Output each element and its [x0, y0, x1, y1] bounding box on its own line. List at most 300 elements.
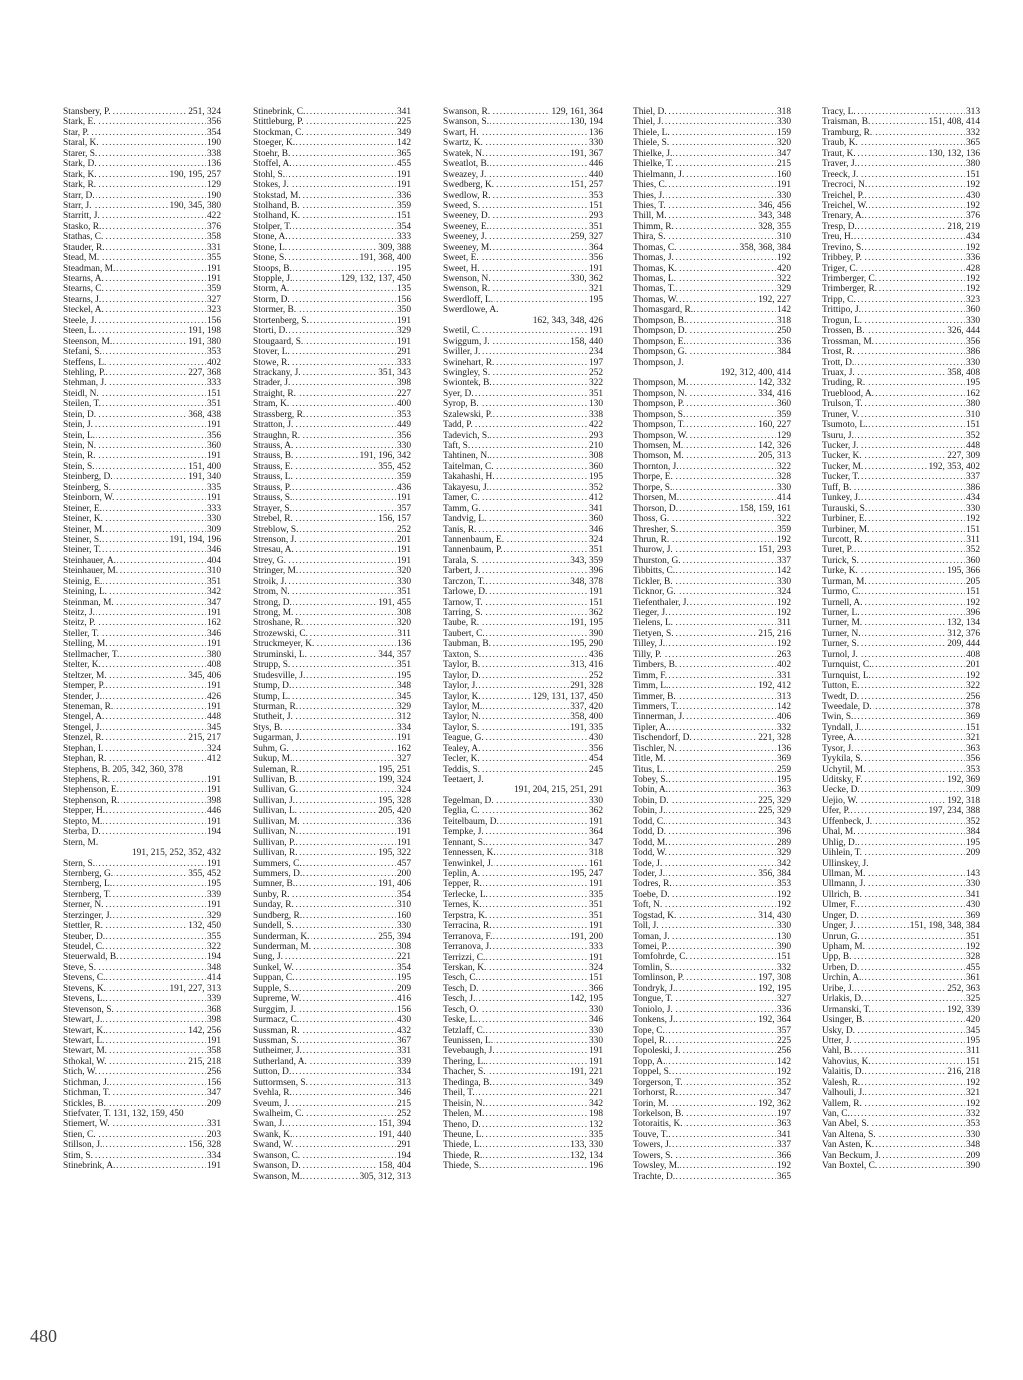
entry-name: Sterzinger, J. [63, 910, 112, 921]
entry-name: Taylor, D. [443, 670, 481, 681]
entry-name: Stopple, J. [253, 274, 293, 284]
entry-pages: 199, 324 [378, 775, 411, 785]
entry-name: Struminski, L. [253, 649, 307, 660]
entry-name: Vallem, R. [822, 1098, 862, 1109]
index-entry [443, 149, 603, 159]
entry-pages: 191 [396, 169, 411, 180]
index-entry [822, 671, 980, 681]
index-entry [822, 1161, 980, 1171]
index-entry [443, 253, 603, 263]
index-entry [633, 1078, 791, 1088]
entry-pages: 191 [206, 858, 221, 869]
entry-pages: 360 [588, 461, 603, 472]
entry-name: Stone, S. [253, 253, 287, 264]
entry-pages: 365 [965, 138, 980, 149]
index-entry [822, 253, 980, 263]
entry-pages: 194 [396, 1150, 411, 1161]
index-entry [822, 608, 980, 618]
entry-name: Thill, M. [633, 211, 667, 222]
entry-pages: 323 [206, 305, 221, 316]
index-entry [822, 1015, 980, 1025]
entry-name: Toebe, D. [633, 889, 670, 900]
entry-pages: 162 [396, 743, 411, 754]
entry-name: Uecke, D. [822, 785, 860, 796]
index-entry [63, 650, 221, 660]
index-entry [443, 201, 603, 211]
entry-name: Uditsky, F. [822, 775, 863, 785]
entry-pages: 354 [396, 889, 411, 900]
entry-name: Thomsen, M. [633, 441, 684, 452]
entry-pages: 218, 219 [947, 221, 980, 232]
entry-pages: 322 [776, 514, 791, 525]
entry-name: Stein, S. [63, 461, 95, 472]
index-entry [822, 431, 980, 441]
entry-name: Trevino, S. [822, 242, 864, 253]
index-entry [63, 681, 221, 691]
entry-name: Stellmacher, T. [63, 649, 120, 660]
index-entry [443, 274, 603, 284]
entry-pages: 396 [588, 566, 603, 577]
entry-name: Supple, S. [253, 983, 292, 994]
entry-pages: 329 [396, 326, 411, 337]
index-entry [633, 963, 791, 973]
index-entry [253, 1057, 411, 1067]
entry-pages: 351 [206, 399, 221, 410]
entry-name: Towers, J. [633, 1140, 672, 1151]
entry-pages: 256 [776, 1046, 791, 1057]
entry-name: Tobin, J. [633, 806, 666, 817]
index-entry [63, 994, 221, 1004]
index-entry [443, 973, 603, 983]
entry-name: Utter, J. [822, 1035, 852, 1046]
entry-name: Steve, S. [63, 962, 97, 973]
entry-pages: 329 [776, 848, 791, 859]
entry-pages: 191 [206, 900, 221, 911]
entry-name: Sunby, R. [253, 889, 290, 900]
index-entry [253, 618, 411, 628]
index-entry [253, 514, 411, 524]
entry-pages: 151, 394 [378, 1119, 411, 1130]
entry-name: Stichman, J. [63, 1077, 110, 1088]
entry-name: Vahl, B. [822, 1046, 853, 1057]
entry-pages: 412 [206, 754, 221, 765]
entry-pages: 160, 227 [758, 420, 791, 431]
entry-pages: 336 [396, 190, 411, 201]
index-entry [633, 702, 791, 712]
entry-name: Steen, L. [63, 326, 97, 337]
index-entry [822, 420, 980, 430]
entry-name: Tandvig, L. [443, 514, 487, 525]
index-entry [253, 827, 411, 837]
entry-pages: 330 [396, 921, 411, 932]
entry-pages: 313, 416 [570, 660, 603, 671]
entry-pages: 330 [206, 514, 221, 525]
entry-pages: 420 [965, 1015, 980, 1026]
entry-name: Thiede, R. [443, 1150, 483, 1161]
index-entry [443, 378, 603, 388]
entry-pages: 331 [776, 670, 791, 681]
entry-pages: 142 [776, 566, 791, 577]
index-entry [443, 191, 603, 201]
entry-pages: 289 [776, 837, 791, 848]
index-entry [822, 639, 980, 649]
index-entry [633, 420, 791, 430]
entry-pages: 330 [588, 1025, 603, 1036]
index-entry [633, 378, 791, 388]
index-entry [443, 441, 603, 451]
entry-name: Van, C. [822, 1109, 850, 1119]
entry-pages: 197, 234, 388 [928, 806, 980, 817]
index-entry [822, 838, 980, 848]
entry-pages: 205 [965, 576, 980, 587]
index-entry [63, 1015, 221, 1025]
entry-pages: 195 [396, 263, 411, 274]
entry-pages: 454 [588, 754, 603, 765]
entry-pages: 351 [588, 388, 603, 399]
entry-pages: 215, 218 [188, 1056, 221, 1067]
entry-name: Tietyen, S. [633, 628, 674, 639]
entry-name: Towsley, M. [633, 1161, 680, 1172]
index-entry [253, 441, 411, 451]
entry-pages: 339 [206, 994, 221, 1005]
index-entry [822, 973, 980, 983]
entry-name: Stengel, A. [63, 712, 105, 723]
entry-pages: 192 [776, 889, 791, 900]
entry-pages: 195, 251 [378, 764, 411, 775]
index-entry [633, 305, 791, 315]
entry-name: Surggim, J. [253, 1004, 296, 1015]
entry-pages: 210 [588, 441, 603, 452]
entry-pages: 355, 452 [188, 868, 221, 879]
entry-pages: 252, 363 [947, 983, 980, 994]
entry-name: Steinberg, D. [63, 472, 113, 483]
entry-name: Swiontek, B. [443, 378, 492, 389]
entry-pages: 291 [396, 347, 411, 358]
entry-name: Thedinga, B. [443, 1077, 492, 1088]
index-entry [63, 796, 221, 806]
entry-pages: 322 [206, 942, 221, 953]
index-entry [633, 493, 791, 503]
entry-name: Star, P. [63, 127, 89, 138]
entry-pages: 436 [588, 649, 603, 660]
entry-pages: 351 [396, 660, 411, 671]
index-entry [633, 211, 791, 221]
entry-name: Stockman, C. [253, 127, 304, 138]
entry-pages: 440 [588, 169, 603, 180]
index-entry [253, 378, 411, 388]
entry-name: Sussman, R. [253, 1025, 300, 1036]
entry-pages: 359 [396, 200, 411, 211]
entry-pages: 195 [396, 973, 411, 984]
entry-pages: 209 [206, 1098, 221, 1109]
entry-pages: 330 [588, 1036, 603, 1046]
index-entry [822, 504, 980, 514]
entry-name: Uhlig, D. [822, 837, 858, 848]
entry-pages: 432 [396, 1025, 411, 1036]
entry-pages: 195, 322 [378, 848, 411, 859]
entry-name: Traver, J. [822, 159, 857, 170]
index-entry [443, 514, 603, 524]
entry-pages: 142 [776, 1056, 791, 1067]
entry-name: Taitelman, C. [443, 461, 494, 472]
entry-pages: 322 [965, 681, 980, 692]
index-entry [443, 451, 603, 461]
entry-pages: 191 [206, 681, 221, 692]
entry-pages: 191 [206, 816, 221, 827]
entry-pages: 358 [206, 232, 221, 243]
entry-name: Truding, R. [822, 378, 866, 389]
entry-pages: 346, 456 [758, 200, 791, 211]
index-entry [253, 128, 411, 138]
entry-pages: 132 [588, 1119, 603, 1130]
index-entry [443, 817, 603, 827]
entry-name: Van Altena, S. [822, 1129, 876, 1140]
index-entry [822, 629, 980, 639]
entry-pages: 190, 345, 380 [169, 200, 221, 211]
index-entry [443, 953, 603, 963]
entry-name: Steinberg, S. [63, 482, 112, 493]
entry-name: Streblow, S. [253, 524, 299, 535]
entry-pages: 191 [396, 837, 411, 848]
index-entry [63, 1005, 221, 1015]
index-entry [633, 1036, 791, 1046]
entry-pages: 142 [396, 138, 411, 149]
entry-name: Sveum, J. [253, 1098, 290, 1109]
index-entry [63, 211, 221, 221]
entry-pages: 192 [965, 242, 980, 253]
entry-name: Todd, M. [633, 837, 668, 848]
entry-name: Svehla, R. [253, 1088, 292, 1099]
entry-pages: 390 [588, 628, 603, 639]
index-entry [822, 1140, 980, 1150]
entry-name: Stern, S. [63, 858, 96, 869]
entry-pages: 151 [588, 597, 603, 608]
entry-name: Stickles, B. [63, 1098, 106, 1109]
index-entry [253, 681, 411, 691]
index-entry [443, 1099, 603, 1109]
entry-name: Ulmer, F. [822, 900, 858, 911]
entry-pages: 354 [206, 127, 221, 138]
index-column-2 [253, 107, 411, 1182]
entry-pages: 356, 384 [758, 868, 791, 879]
entry-pages: 192, 318 [947, 795, 980, 806]
index-entry [443, 921, 603, 931]
index-entry [822, 587, 980, 597]
index-entry [443, 337, 603, 347]
index-entry [822, 1057, 980, 1067]
entry-pages: 436 [396, 482, 411, 493]
entry-name: Stepper, H. [63, 806, 106, 817]
index-entry [822, 462, 980, 472]
entry-pages: 191 [206, 451, 221, 462]
entry-name: Togstad, K. [633, 910, 677, 921]
index-entry [63, 159, 221, 169]
entry-pages: 363 [776, 1119, 791, 1130]
entry-pages: 309, 388 [378, 242, 411, 253]
index-entry [253, 952, 411, 962]
entry-pages: 162, 343, 348, 426 [532, 315, 603, 326]
entry-name: Trogun, L. [822, 315, 863, 326]
entry-name: Thorpe, E. [633, 472, 673, 483]
entry-name: Ufer, P. [822, 806, 851, 817]
entry-name: Tucker, M. [822, 461, 864, 472]
entry-name: Sweeney, M. [443, 242, 492, 253]
entry-pages: 341 [965, 889, 980, 900]
entry-name: Thira, S. [633, 232, 666, 243]
entry-pages: 250 [776, 326, 791, 337]
index-entry [63, 744, 221, 754]
index-entry [63, 598, 221, 608]
index-entry [443, 629, 603, 639]
entry-name: Storm, A. [253, 284, 290, 295]
index-entry [443, 723, 603, 733]
index-entry [633, 399, 791, 409]
entry-pages: 449 [396, 420, 411, 431]
index-entry [253, 942, 411, 952]
entry-pages: 320 [396, 618, 411, 629]
entry-name: Stortenberg, S. [253, 315, 309, 326]
index-entry [253, 493, 411, 503]
entry-name: Twedt, D. [822, 691, 860, 702]
entry-pages: 321 [588, 284, 603, 295]
index-entry [633, 441, 791, 451]
index-entry [443, 1120, 603, 1130]
index-entry [443, 295, 603, 305]
entry-pages: 333 [206, 378, 221, 389]
index-entry [253, 1151, 411, 1161]
entry-pages: 333 [206, 503, 221, 514]
entry-pages: 195, 328 [378, 795, 411, 806]
entry-pages: 351 [588, 910, 603, 921]
entry-pages: 310 [396, 900, 411, 911]
entry-name: Stelter, K. [63, 660, 101, 671]
index-entry [633, 775, 791, 785]
entry-pages: 402 [776, 660, 791, 671]
entry-name: Sullivan, M. [253, 816, 300, 827]
entry-pages: 363 [965, 743, 980, 754]
entry-pages: 203 [206, 1129, 221, 1140]
entry-pages: 422 [206, 211, 221, 222]
entry-pages: 327 [776, 994, 791, 1005]
entry-name: Thielke, T. [633, 159, 674, 170]
entry-pages: 338 [206, 148, 221, 159]
entry-name: Tennant, S. [443, 837, 486, 848]
entry-pages: 330 [965, 315, 980, 326]
entry-name: Thomas, T. [633, 284, 676, 295]
entry-pages: 191, 221 [570, 1067, 603, 1078]
entry-name: Staral, K. [63, 138, 99, 149]
index-entry [443, 264, 603, 274]
index-entry [633, 629, 791, 639]
entry-pages: 336 [396, 816, 411, 827]
index-entry [253, 566, 411, 576]
entry-pages: 365 [776, 1171, 791, 1182]
index-entry [443, 117, 603, 127]
entry-pages: 191 [588, 326, 603, 337]
entry-name: Tucker, T. [822, 472, 860, 483]
index-entry [822, 712, 980, 722]
entry-pages: 191 [206, 1161, 221, 1172]
index-entry [443, 138, 603, 148]
entry-pages: 328, 355 [758, 221, 791, 232]
index-entry [63, 1036, 221, 1046]
entry-pages: 364 [588, 242, 603, 253]
entry-pages: 311 [966, 1046, 980, 1057]
entry-pages: 151, 293 [758, 545, 791, 556]
index-entry [253, 451, 411, 461]
entry-name: Thiele, S. [633, 138, 670, 149]
entry-name: Tamm, G. [443, 503, 481, 514]
entry-name: Thompson, B. [633, 315, 687, 326]
entry-name: Tode, J. [633, 858, 663, 869]
entry-pages: 191, 200 [570, 931, 603, 942]
entry-pages: 192 [776, 1161, 791, 1172]
entry-pages: 380 [965, 159, 980, 170]
entry-name: Stokstad, M. [253, 190, 301, 201]
entry-name: Treichel, W. [822, 200, 868, 211]
entry-pages: 357 [776, 1025, 791, 1036]
index-entry [443, 211, 603, 221]
index-entry [63, 1119, 221, 1129]
entry-pages: 151 [396, 211, 411, 222]
entry-pages: 195 [588, 294, 603, 305]
index-entry [633, 712, 791, 722]
entry-name: Thompson, J. [633, 357, 684, 368]
index-entry [443, 598, 603, 608]
entry-name: Starr, J. [63, 200, 92, 211]
entry-pages: 227, 368 [188, 367, 221, 378]
index-entry [822, 451, 980, 461]
index-entry [63, 973, 221, 983]
entry-name: Treu, H. [822, 232, 854, 243]
index-entry [253, 932, 411, 942]
entry-name: Swanson, C. [253, 1150, 301, 1161]
index-entry [443, 754, 603, 764]
index-entry [63, 660, 221, 670]
entry-pages: 192, 339 [947, 1004, 980, 1015]
index-entry [822, 128, 980, 138]
entry-name: Sullivan, P. [253, 837, 296, 848]
entry-name: Sternberg, T. [63, 889, 112, 900]
entry-pages: 342 [206, 587, 221, 598]
index-entry [63, 170, 221, 180]
entry-name: Swiller, J. [443, 347, 481, 358]
index-entry [253, 243, 411, 253]
entry-name: Stoehr, B. [253, 148, 291, 159]
entry-pages: 156 [206, 1077, 221, 1088]
index-entry [253, 1005, 411, 1015]
entry-name: Thorpe, S. [633, 482, 673, 493]
entry-name: Tadevich, S. [443, 430, 490, 441]
entry-pages: 356 [965, 336, 980, 347]
entry-name: Sutheimer, J. [253, 1046, 302, 1057]
entry-pages: 318 [776, 315, 791, 326]
entry-pages: 252 [588, 670, 603, 681]
entry-name: Turman, M. [822, 576, 867, 587]
index-entry [822, 170, 980, 180]
index-entry [633, 431, 791, 441]
index-entry [633, 744, 791, 754]
entry-name: Supreme, W. [253, 994, 302, 1005]
index-entry [63, 963, 221, 973]
entry-pages: 191 [206, 701, 221, 712]
entry-name: Strauss, B. [253, 451, 294, 462]
entry-name: Stehman, J. [63, 378, 107, 389]
entry-pages: 330 [396, 576, 411, 587]
index-entry [443, 410, 603, 420]
entry-name: Todres, R. [633, 879, 672, 890]
entry-pages: 365 [396, 148, 411, 159]
